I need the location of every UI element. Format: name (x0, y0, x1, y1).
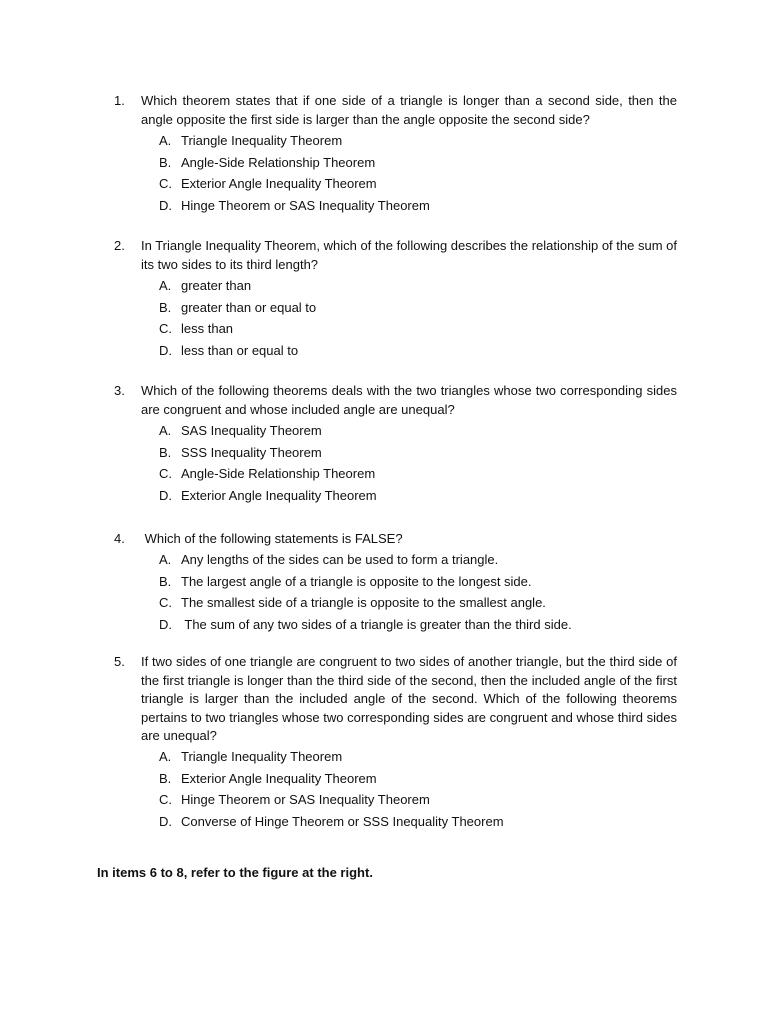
option-text: SAS Inequality Theorem (181, 423, 322, 438)
option-letter: C. (159, 595, 172, 611)
option-c (159, 174, 430, 196)
option-b (159, 153, 430, 175)
option-text: less than (181, 321, 234, 337)
option-b (159, 769, 504, 791)
question-number: 4. (114, 531, 125, 546)
option-text: Angle-Side Relationship Theorem (181, 154, 376, 170)
question-text: Which theorem states that if one side of a triangle is longer than a second side, then the angle opposite the first side is larger than the angle opposite the second side? (141, 93, 677, 127)
option-a (159, 421, 377, 443)
option-c (159, 593, 572, 615)
question-text: Which of the following statements is FALSE? (141, 531, 403, 546)
option-letter: A. (159, 749, 172, 764)
option-a (159, 276, 316, 298)
answer-options (159, 276, 316, 363)
option-b (159, 298, 316, 320)
option-text: The sum of any two sides of a triangle is greater than the third side. (181, 617, 572, 633)
question-text: Which of the following theorems deals with the two triangles whose two corresponding sides are congruent and whose included angle are unequal? (141, 383, 677, 417)
option-text: The largest angle of a triangle is opposite to the longest side. (181, 573, 532, 589)
option-letter: D. (159, 198, 172, 214)
option-letter: C. (159, 176, 172, 192)
answer-options (159, 550, 572, 637)
option-text: Exterior Angle Inequality Theorem (181, 488, 377, 504)
question-number: 1. (114, 93, 125, 108)
option-text: greater than (181, 278, 252, 293)
option-text: Converse of Hinge Theorem or SSS Inequality Theorem (181, 814, 504, 830)
option-letter: B. (159, 573, 172, 589)
option-letter: D. (159, 617, 172, 633)
question-text: In Triangle Inequality Theorem, which of the following describes the relationship of the sum of its two sides to its third length? (141, 238, 677, 272)
option-d (159, 615, 572, 637)
section-instruction: In items 6 to 8, refer to the figure at the right. (97, 865, 373, 880)
option-text: Angle-Side Relationship Theorem (181, 466, 376, 482)
option-text: Exterior Angle Inequality Theorem (181, 770, 377, 786)
option-b (159, 443, 377, 465)
answer-options (159, 131, 430, 218)
option-letter: A. (159, 552, 172, 567)
option-d (159, 812, 504, 834)
question-number: 5. (114, 654, 125, 669)
option-c (159, 790, 504, 812)
question-number: 2. (114, 238, 125, 253)
option-text: Hinge Theorem or SAS Inequality Theorem (181, 198, 430, 214)
option-letter: A. (159, 423, 172, 438)
option-letter: B. (159, 444, 172, 460)
option-text: The smallest side of a triangle is opposite to the smallest angle. (181, 595, 546, 611)
option-letter: C. (159, 466, 172, 482)
answer-options (159, 421, 377, 508)
option-text: Triangle Inequality Theorem (181, 749, 343, 764)
option-text: Any lengths of the sides can be used to form a triangle. (181, 552, 499, 567)
option-b (159, 572, 572, 594)
option-letter: C. (159, 321, 172, 337)
option-c (159, 319, 316, 341)
option-d (159, 196, 430, 218)
option-letter: B. (159, 299, 172, 315)
option-letter: B. (159, 770, 172, 786)
option-d (159, 341, 316, 363)
option-text: Triangle Inequality Theorem (181, 133, 343, 148)
option-text: less than or equal to (181, 343, 299, 359)
option-text: greater than or equal to (181, 299, 317, 315)
option-d (159, 486, 377, 508)
option-text: Hinge Theorem or SAS Inequality Theorem (181, 792, 430, 808)
option-letter: C. (159, 792, 172, 808)
option-letter: A. (159, 133, 172, 148)
option-text: Exterior Angle Inequality Theorem (181, 176, 377, 192)
option-letter: D. (159, 488, 172, 504)
option-a (159, 550, 572, 572)
option-a (159, 131, 430, 153)
option-c (159, 464, 377, 486)
option-a (159, 747, 504, 769)
option-letter: D. (159, 343, 172, 359)
option-letter: A. (159, 278, 172, 293)
question-text: If two sides of one triangle are congruent to two sides of another triangle, but the third side of the first triangle is longer than the third side of the second, then the included angle of the first triangle is larger than the included angle of the second. Which of the following theorems pertains to two triangles whose two corresponding sides are congruent and whose third sides are unequal? (141, 654, 677, 743)
answer-options (159, 747, 504, 834)
option-letter: B. (159, 154, 172, 170)
option-letter: D. (159, 814, 172, 830)
option-text: SSS Inequality Theorem (181, 444, 322, 460)
question-number: 3. (114, 383, 125, 398)
